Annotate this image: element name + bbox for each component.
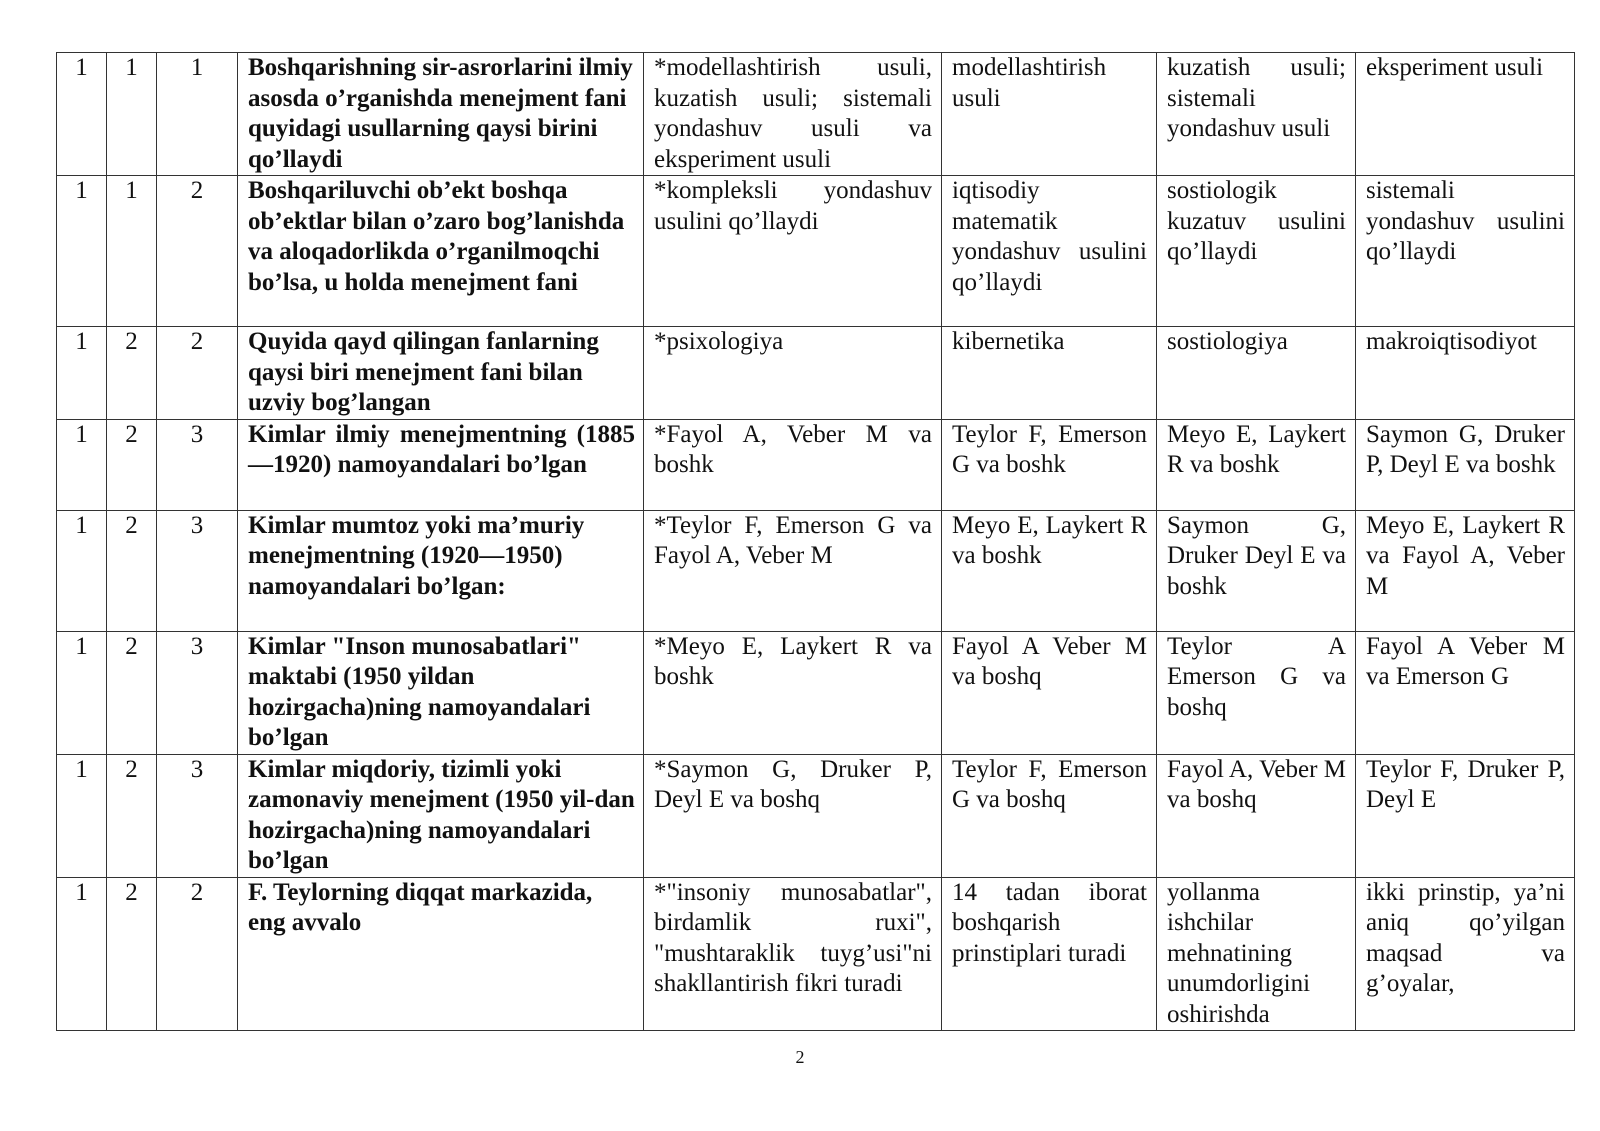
alternative-answer-cell: Meyo E, Laykert R va boshk — [942, 510, 1157, 631]
questions-table — [56, 52, 1575, 1031]
alternative-answer-cell: ikki prinstip, ya’ni aniq qo’yilgan maqsad va g’oyalar, — [1356, 877, 1575, 1031]
topic-number-cell: 1 — [107, 53, 157, 176]
question-cell: Kimlar "Inson munosabatlari" maktabi (1950 yildan hozirgacha)ning namoyandalari bo’lgan — [238, 631, 644, 754]
correct-answer-cell: *Fayol A, Veber M va boshk — [644, 419, 942, 510]
difficulty-cell: 2 — [157, 176, 238, 327]
table-row — [57, 631, 1575, 754]
correct-answer-cell: *kompleksli yondashuv usulini qo’llaydi — [644, 176, 942, 327]
correct-answer-cell: *psixologiya — [644, 327, 942, 420]
topic-number-cell: 2 — [107, 631, 157, 754]
alternative-answer-cell: Meyo E, Laykert R va boshk — [1157, 419, 1356, 510]
correct-answer-cell: *modellashtirish usuli, kuzatish usuli; sistemali yondashuv usuli va eksperiment usuli — [644, 53, 942, 176]
alternative-answer-cell: kibernetika — [942, 327, 1157, 420]
table-row — [57, 754, 1575, 877]
section-number-cell: 1 — [57, 327, 107, 420]
alternative-answer-cell: Saymon G, Druker P, Deyl E va boshk — [1356, 419, 1575, 510]
topic-number-cell: 2 — [107, 327, 157, 420]
alternative-answer-cell: iqtisodiy matematik yondashuv usulini qo’llaydi — [942, 176, 1157, 327]
section-number-cell: 1 — [57, 419, 107, 510]
question-cell: F. Teylorning diqqat markazida, eng avvalo — [238, 877, 644, 1031]
table-row — [57, 53, 1575, 176]
topic-number-cell: 2 — [107, 419, 157, 510]
table-row — [57, 877, 1575, 1031]
table-row — [57, 327, 1575, 420]
question-cell: Kimlar miqdoriy, tizimli yoki zamonaviy menejment (1950 yil-dan hozirgacha)ning namoyandalari bo’lgan — [238, 754, 644, 877]
alternative-answer-cell: Teylor F, Druker P, Deyl E — [1356, 754, 1575, 877]
section-number-cell: 1 — [57, 631, 107, 754]
difficulty-cell: 3 — [157, 754, 238, 877]
difficulty-cell: 3 — [157, 631, 238, 754]
difficulty-cell: 3 — [157, 419, 238, 510]
topic-number-cell: 2 — [107, 510, 157, 631]
alternative-answer-cell: Teylor F, Emerson G va boshk — [942, 419, 1157, 510]
topic-number-cell: 2 — [107, 877, 157, 1031]
alternative-answer-cell: sostiologiya — [1157, 327, 1356, 420]
alternative-answer-cell: kuzatish usuli; sistemali yondashuv usuli — [1157, 53, 1356, 176]
alternative-answer-cell: modellashtirish usuli — [942, 53, 1157, 176]
difficulty-cell: 1 — [157, 53, 238, 176]
alternative-answer-cell: yollanma ishchilar mehnatining unumdorligini oshirishda — [1157, 877, 1356, 1031]
section-number-cell: 1 — [57, 510, 107, 631]
question-cell: Kimlar mumtoz yoki ma’muriy menejmentning (1920—1950) namoyandalari bo’lgan: — [238, 510, 644, 631]
question-cell: Boshqarishning sir-asrorlarini ilmiy asosda o’rganishda menejment fani quyidagi usullarning qaysi birini qo’llaydi — [238, 53, 644, 176]
section-number-cell: 1 — [57, 877, 107, 1031]
alternative-answer-cell: Meyo E, Laykert R va Fayol A, Veber M — [1356, 510, 1575, 631]
alternative-answer-cell: Saymon G, Druker Deyl E va boshk — [1157, 510, 1356, 631]
correct-answer-cell: *Teylor F, Emerson G va Fayol A, Veber M — [644, 510, 942, 631]
table-row — [57, 419, 1575, 510]
section-number-cell: 1 — [57, 754, 107, 877]
page-number: 2 — [795, 1047, 805, 1067]
alternative-answer-cell: eksperiment usuli — [1356, 53, 1575, 176]
question-cell: Boshqariluvchi ob’ekt boshqa ob’ektlar bilan o’zaro bog’lanishda va aloqadorlikda o’rganilmoqchi bo’lsa, u holda menejment fani — [238, 176, 644, 327]
question-cell: Quyida qayd qilingan fanlarning qaysi biri menejment fani bilan uzviy bog’langan — [238, 327, 644, 420]
alternative-answer-cell: sostiologik kuzatuv usulini qo’llaydi — [1157, 176, 1356, 327]
table-row — [57, 176, 1575, 327]
section-number-cell: 1 — [57, 53, 107, 176]
difficulty-cell: 2 — [157, 877, 238, 1031]
correct-answer-cell: *"insoniy munosabatlar", birdamlik ruxi", "mushtaraklik tuyg’usi"ni shakllantirish fikri turadi — [644, 877, 942, 1031]
alternative-answer-cell: Teylor F, Emerson G va boshq — [942, 754, 1157, 877]
alternative-answer-cell: Fayol A, Veber M va boshq — [1157, 754, 1356, 877]
difficulty-cell: 3 — [157, 510, 238, 631]
difficulty-cell: 2 — [157, 327, 238, 420]
correct-answer-cell: *Meyo E, Laykert R va boshk — [644, 631, 942, 754]
question-cell: Kimlar ilmiy menejmentning (1885—1920) namoyandalari bo’lgan — [238, 419, 644, 510]
alternative-answer-cell: makroiqtisodiyot — [1356, 327, 1575, 420]
topic-number-cell: 1 — [107, 176, 157, 327]
section-number-cell: 1 — [57, 176, 107, 327]
alternative-answer-cell: Fayol A Veber M va Emerson G — [1356, 631, 1575, 754]
alternative-answer-cell: sistemali yondashuv usulini qo’llaydi — [1356, 176, 1575, 327]
topic-number-cell: 2 — [107, 754, 157, 877]
table-row — [57, 510, 1575, 631]
alternative-answer-cell: Teylor A Emerson G va boshq — [1157, 631, 1356, 754]
alternative-answer-cell: Fayol A Veber M va boshq — [942, 631, 1157, 754]
alternative-answer-cell: 14 tadan iborat boshqarish prinstiplari turadi — [942, 877, 1157, 1031]
correct-answer-cell: *Saymon G, Druker P, Deyl E va boshq — [644, 754, 942, 877]
